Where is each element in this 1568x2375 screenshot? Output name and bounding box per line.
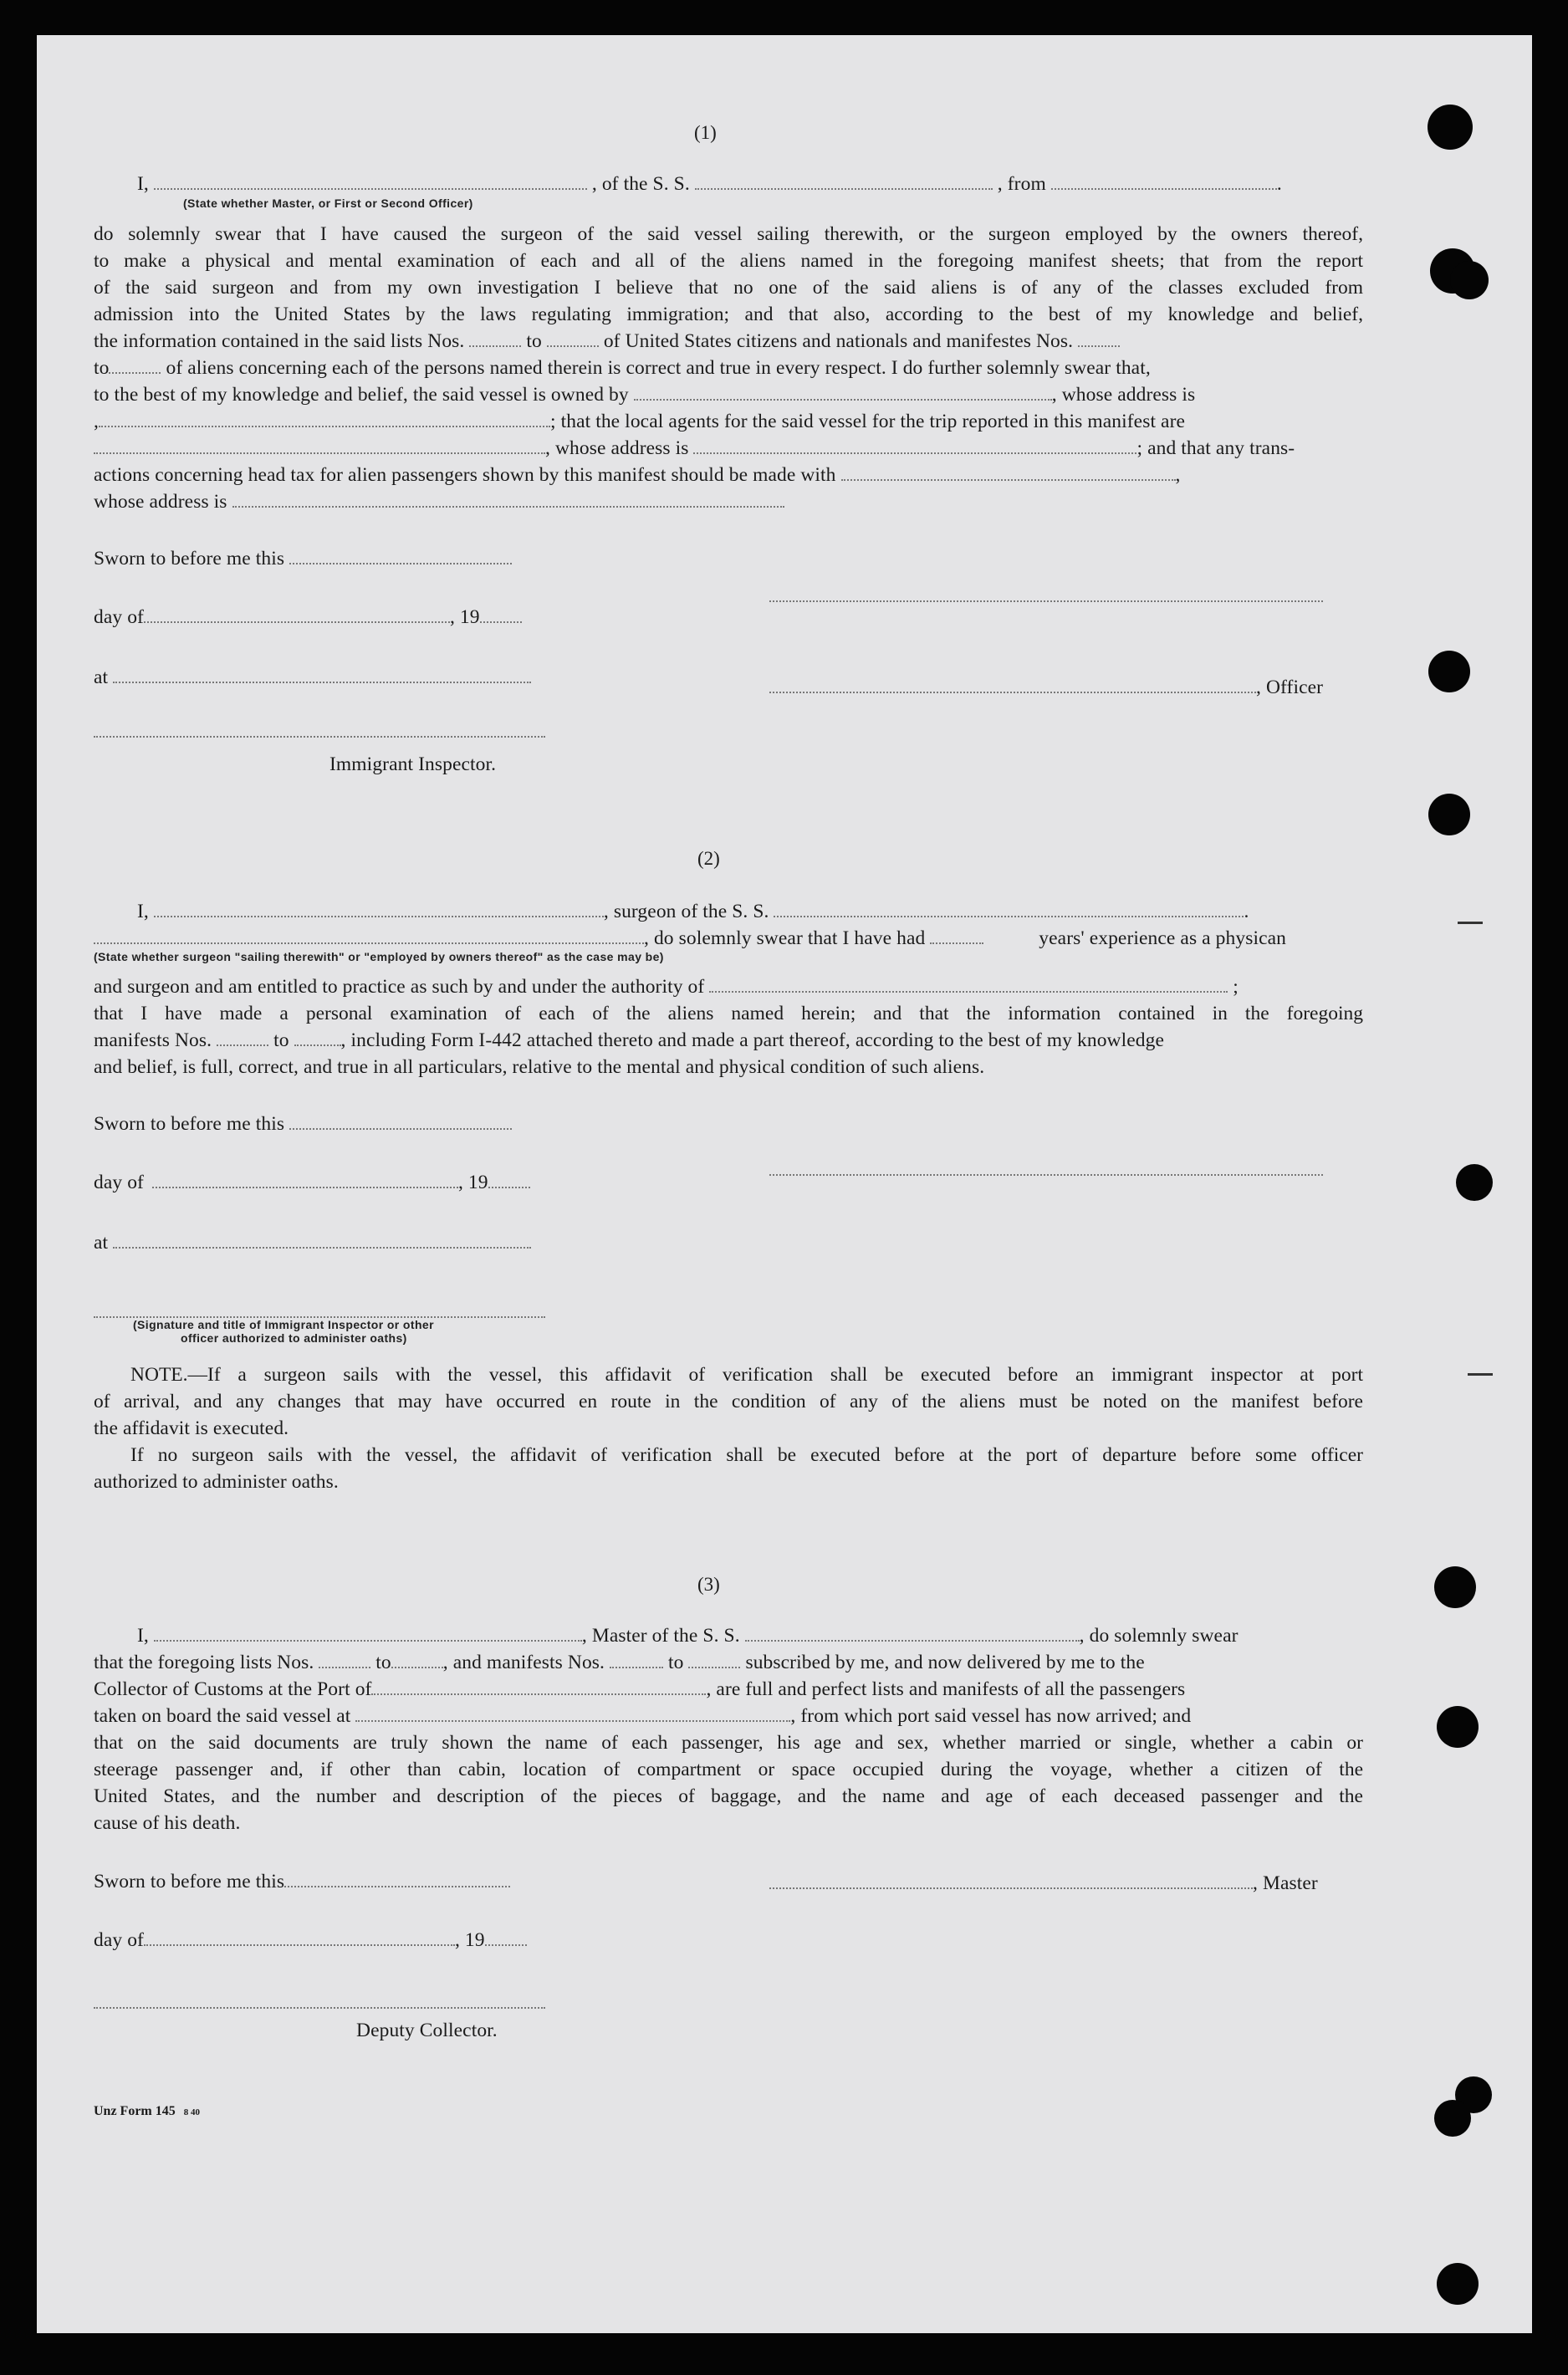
s3-month-field[interactable] <box>144 1928 455 1946</box>
s3-l4a: taken on board the said vessel at <box>94 1705 351 1727</box>
s1-line6 <box>94 355 1151 381</box>
s1-l7b: , whose address is <box>1051 384 1196 406</box>
s1-l8a: , <box>94 411 99 432</box>
s3-sworn <box>94 1868 510 1895</box>
s1-line8 <box>94 408 1185 435</box>
s3-master-ss: , Master of the S. S. <box>581 1625 740 1647</box>
s1-l8b: ; that the local agents for the said vessel for the trip reported in this manifest are <box>549 411 1186 432</box>
s1-l5b: to <box>526 330 542 352</box>
s3-l2c: , and manifests Nos. <box>442 1652 605 1673</box>
s3-lists-from-field[interactable] <box>319 1650 370 1668</box>
s1-inspector-line[interactable] <box>94 734 545 738</box>
s1-l11: whose address is <box>94 491 227 513</box>
note-line: NOTE.—If a surgeon sails with the vessel, this affidavit of verification shall be executed before an immigrant inspector at port <box>130 1364 1363 1386</box>
note-line: the affidavit is executed. <box>94 1417 289 1439</box>
s3-manifests-to-field[interactable] <box>688 1650 740 1668</box>
s1-l10b: , <box>1175 464 1181 486</box>
s2-signature-line[interactable] <box>769 1172 1323 1176</box>
section1-heading: (1) <box>694 122 717 143</box>
s2-line2 <box>94 925 1286 952</box>
punch-hole <box>1434 2100 1471 2137</box>
s3-deputy: Deputy Collector. <box>356 2020 498 2041</box>
s1-month-field[interactable] <box>144 605 450 623</box>
s3-para-line: United States, and the number and description of the pieces of baggage, and the name and age of each deceased passenger and the <box>94 1785 1363 1807</box>
s1-line10 <box>94 462 1180 488</box>
s1-l10a: actions concerning head tax for alien passengers shown by this manifest should be made with <box>94 464 836 486</box>
punch-hole <box>1428 794 1470 835</box>
s2-period: . <box>1244 901 1249 922</box>
s1-line11 <box>94 488 784 515</box>
punch-hole <box>1437 1706 1479 1748</box>
s1-sworn-day-field[interactable] <box>289 546 512 564</box>
s2-l5c: , including Form I-442 attached thereto and made a part thereof, according to the best of my knowledge <box>340 1029 1165 1051</box>
s2-line5 <box>94 1027 1164 1054</box>
officer-caption: (State whether Master, or First or Second Officer) <box>183 197 473 210</box>
s2-l3a: and surgeon and am entitled to practice as such by and under the authority of <box>94 976 705 998</box>
s3-dayof <box>94 1927 527 1954</box>
lists-from-field[interactable] <box>469 329 521 347</box>
s1-l9a: , whose address is <box>545 437 689 459</box>
master-name-field[interactable] <box>154 1623 582 1642</box>
agents-address-field[interactable] <box>693 436 1136 454</box>
s3-line4 <box>94 1703 1191 1729</box>
s1-l5a: the information contained in the said lists Nos. <box>94 330 465 352</box>
punch-hole <box>1456 1164 1493 1201</box>
note2-line: authorized to administer oaths. <box>94 1471 339 1493</box>
s3-year-label: , 19 <box>454 1929 485 1951</box>
s2-i: I, <box>137 901 149 922</box>
s3-line1 <box>137 1622 1239 1649</box>
s2-surgeon-ss: , surgeon of the S. S. <box>603 901 769 922</box>
s2-dayof-label: day of <box>94 1172 144 1193</box>
form-number <box>94 2104 200 2119</box>
s3-para-line: steerage passenger and, if other than cabin, location of compartment or space occupied during the voyage, whether a citizen of the <box>94 1759 1363 1780</box>
section3-heading: (3) <box>697 1574 720 1595</box>
margin-mark <box>1468 1373 1493 1376</box>
years-experience-field[interactable] <box>930 926 983 944</box>
s3-sworn-label: Sworn to before me this <box>94 1871 285 1892</box>
s1-para-line: of the said surgeon and from my own investigation I believe that no one of the said aliens is of any of the classes excluded from <box>94 277 1363 299</box>
s2-sig-caption-2: officer authorized to administer oaths) <box>181 1331 407 1345</box>
s3-vessel-field[interactable] <box>745 1623 1080 1642</box>
s1-l7a: to the best of my knowledge and belief, the said vessel is owned by <box>94 384 629 406</box>
s3-l4b: , from which port said vessel has now arrived; and <box>790 1705 1192 1727</box>
boarded-at-field[interactable] <box>355 1703 790 1722</box>
s3-master <box>769 1870 1318 1897</box>
s3-sworn-day-field[interactable] <box>284 1869 510 1887</box>
s1-at-label: at <box>94 667 109 688</box>
note-line: of arrival, and any changes that may have occurred en route in the condition of any of the aliens must be noted on the manifest before <box>94 1391 1363 1412</box>
s3-lists-to-field[interactable] <box>391 1650 443 1668</box>
owner-address-field[interactable] <box>99 409 550 427</box>
s1-dayof <box>94 604 522 631</box>
form-number-text: Unz Form 145 <box>94 2104 176 2118</box>
s1-line1 <box>137 171 1363 197</box>
s1-signature-line[interactable] <box>769 599 1323 602</box>
manifests-to-field[interactable] <box>109 355 161 374</box>
s1-l5c: of United States citizens and nationals and manifestes Nos. <box>603 330 1074 352</box>
s1-officer-label: , Officer <box>1256 677 1324 698</box>
s3-line2 <box>94 1649 1145 1676</box>
s3-line3 <box>94 1676 1185 1703</box>
s1-line5 <box>94 328 1120 355</box>
s3-l2a: that the foregoing lists Nos. <box>94 1652 314 1673</box>
s1-para-line: to make a physical and mental examination of each and all of the aliens named in the foregoing manifest sheets; that from the report <box>94 250 1363 272</box>
collector-port-field[interactable] <box>371 1677 706 1695</box>
authority-field[interactable] <box>709 974 1228 993</box>
s3-l2d: to <box>668 1652 684 1673</box>
s1-year-label: , 19 <box>449 606 480 628</box>
from-port-field[interactable] <box>1051 171 1277 190</box>
punch-hole <box>1450 261 1489 299</box>
s1-officer-field[interactable] <box>769 675 1256 693</box>
s2-line4: that I have made a personal examination of each of the aliens named herein; and that the information contained in the foregoing <box>94 1003 1363 1024</box>
s1-line9 <box>94 435 1295 462</box>
manifests-from-field[interactable] <box>1078 329 1120 347</box>
note2-line: If no surgeon sails with the vessel, the affidavit of verification shall be executed before at the port of departure before some officer <box>130 1444 1363 1466</box>
s3-l2e: subscribed by me, and now delivered by me to the <box>745 1652 1145 1673</box>
s2-l2a: , do solemnly swear that I have had <box>644 927 926 949</box>
s3-master-label: , Master <box>1253 1872 1318 1894</box>
lists-to-field[interactable] <box>547 329 599 347</box>
s2-manifests-to-field[interactable] <box>294 1028 341 1046</box>
s1-from: , from <box>997 173 1046 195</box>
s3-deputy-line[interactable] <box>94 2005 545 2009</box>
s2-line3 <box>94 973 1239 1000</box>
s2-vessel-field[interactable] <box>774 899 1244 917</box>
head-tax-field[interactable] <box>841 462 1176 481</box>
surgeon-caption: (State whether surgeon "sailing therewith" or "employed by owners thereof" as the case may be) <box>94 950 664 963</box>
s1-dayof-label: day of <box>94 606 144 628</box>
s1-para-line: do solemnly swear that I have caused the surgeon of the said vessel sailing therewith, or the surgeon employed by the owners thereof, <box>94 223 1363 245</box>
s2-month-field[interactable] <box>152 1170 458 1188</box>
s2-at-label: at <box>94 1232 109 1254</box>
punch-hole <box>1428 651 1470 692</box>
s1-officer <box>769 674 1323 701</box>
section2-heading: (2) <box>697 848 720 869</box>
s1-para-line: admission into the United States by the laws regulating immigration; and that also, according to the best of my knowledge and belief, <box>94 304 1363 325</box>
s1-line7 <box>94 381 1195 408</box>
s3-l2b: to <box>375 1652 391 1673</box>
s2-year-field[interactable] <box>488 1170 530 1188</box>
punch-hole <box>1434 1566 1476 1608</box>
s1-i: I, <box>137 173 149 195</box>
s2-at <box>94 1229 531 1256</box>
s1-at <box>94 664 531 691</box>
s2-l3b: ; <box>1233 976 1239 998</box>
s2-sworn <box>94 1111 512 1137</box>
s1-sworn-label: Sworn to before me this <box>94 548 285 569</box>
s1-of-ss: , of the S. S. <box>591 173 690 195</box>
s3-last-line: cause of his death. <box>94 1812 241 1834</box>
s1-year-field[interactable] <box>480 605 522 623</box>
s3-l3a: Collector of Customs at the Port of <box>94 1678 372 1700</box>
margin-mark <box>1458 922 1483 924</box>
head-tax-address-field[interactable] <box>232 489 784 508</box>
officer-name-field[interactable] <box>154 171 587 190</box>
s3-i: I, <box>137 1625 149 1647</box>
s2-dayof <box>94 1169 530 1196</box>
s2-line6: and belief, is full, correct, and true in all particulars, relative to the mental and physical condition of such aliens. <box>94 1056 985 1078</box>
owner-field[interactable] <box>634 382 1052 401</box>
s2-l5b: to <box>273 1029 289 1051</box>
surgeon-status-field[interactable] <box>94 926 644 944</box>
s2-year-label: , 19 <box>457 1172 488 1193</box>
punch-hole <box>1428 105 1473 150</box>
s2-line1 <box>137 898 1249 925</box>
surgeon-name-field[interactable] <box>154 899 604 917</box>
vessel-name-field[interactable] <box>695 171 993 190</box>
form-code-text: 8 40 <box>183 2107 201 2117</box>
s1-sworn <box>94 545 512 572</box>
s2-manifests-from-field[interactable] <box>217 1028 268 1046</box>
punch-hole <box>1437 2263 1479 2305</box>
s1-l9b: ; and that any trans- <box>1136 437 1295 459</box>
s1-inspector: Immigrant Inspector. <box>329 753 497 775</box>
form-sheet <box>37 35 1532 2333</box>
s2-sworn-day-field[interactable] <box>289 1111 512 1130</box>
s3-l1c: , do solemnly swear <box>1079 1625 1239 1647</box>
s3-l3b: , are full and perfect lists and manifests of all the passengers <box>706 1678 1186 1700</box>
s2-place-field[interactable] <box>113 1230 531 1249</box>
s3-dayof-label: day of <box>94 1929 144 1951</box>
s1-l6b: of aliens concerning each of the persons named therein is correct and true in every respect. I do further solemnly swear that, <box>166 357 1151 379</box>
s2-l2b: years' experience as a physican <box>1039 927 1287 949</box>
local-agents-field[interactable] <box>94 436 545 454</box>
s1-period: . <box>1276 173 1282 195</box>
s3-para-line: that on the said documents are truly shown the name of each passenger, his age and sex, whether married or single, whether a cabin or <box>94 1732 1363 1754</box>
s1-place-field[interactable] <box>113 665 531 683</box>
s1-l6a: to <box>94 357 110 379</box>
s2-l5a: manifests Nos. <box>94 1029 212 1051</box>
s3-master-sig-field[interactable] <box>769 1871 1253 1889</box>
s3-manifests-from-field[interactable] <box>610 1650 663 1668</box>
s2-sworn-label: Sworn to before me this <box>94 1113 285 1135</box>
s3-year-field[interactable] <box>485 1928 527 1946</box>
s2-sig-caption-1: (Signature and title of Immigrant Inspector or other <box>133 1318 434 1331</box>
